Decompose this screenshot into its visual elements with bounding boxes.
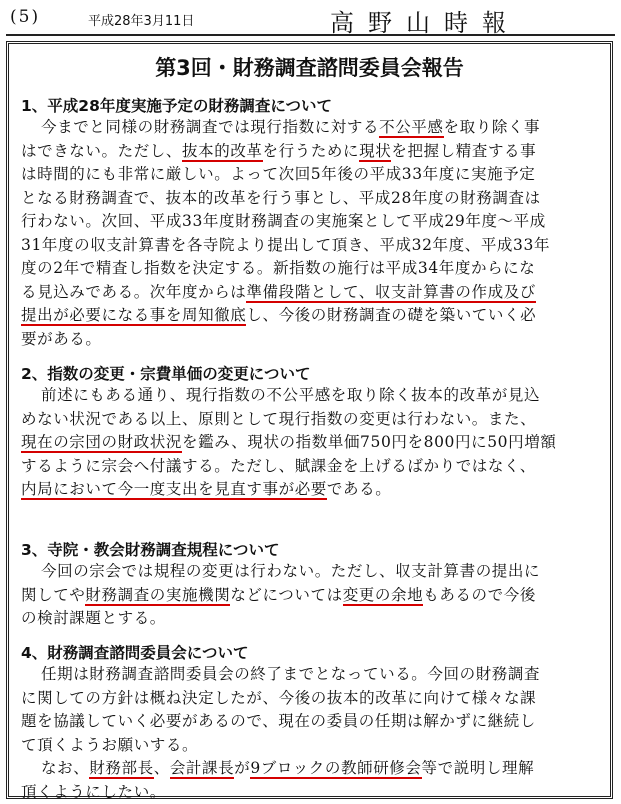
underlined-phrase: 9ブロックの教師研修会 (250, 759, 421, 779)
text-segment: 31年度の収支計算書を各寺院より提出して頂き、平成32年度、平成33年 (21, 236, 550, 254)
text-segment: 度の2年で精査し指数を決定する。新指数の施行は平成34年度からにな (21, 259, 535, 277)
text-segment: 今までと同様の財務調査では現行指数に対する (41, 118, 379, 136)
issue-date: 平成28年3月11日 (88, 10, 194, 29)
underlined-phrase: 提出が必要になる事を周知徹底 (21, 306, 246, 326)
text-segment: に関しての方針は概ね決定したが、今後の抜本的改革に向けて様々な課 (21, 689, 536, 707)
text-segment: 頂くようにしたい。 (21, 783, 166, 801)
text-segment: などについては (230, 586, 342, 604)
text-line (21, 140, 607, 164)
text-segment: もあるので今後 (423, 586, 536, 604)
section-heading: 3、寺院・教会財務調査規程について (21, 540, 607, 560)
text-line (21, 687, 607, 711)
underlined-phrase: 現在の宗団の財政状況 (21, 433, 182, 453)
text-segment: 行わない。次回、平成33年度財務調査の実施案として平成29年度〜平成 (21, 212, 546, 230)
text-segment: 、 (154, 759, 170, 777)
text-line (21, 478, 607, 502)
text-line (21, 455, 607, 479)
text-segment: る見込みである。次年度からは (21, 283, 246, 301)
section-body (21, 663, 607, 804)
masthead-rule (6, 34, 615, 36)
text-segment: 要がある。 (21, 330, 102, 348)
text-segment: である。 (327, 480, 391, 498)
text-line (21, 734, 607, 758)
section-regulations (21, 540, 607, 631)
text-segment: めない状況である以上、原則として現行指数の変更は行わない。また、 (21, 410, 536, 428)
text-line (21, 710, 607, 734)
section-body (21, 560, 607, 631)
text-segment: を把握し精査する事 (391, 142, 536, 160)
text-segment: を行うために (263, 142, 360, 160)
text-line (21, 281, 607, 305)
text-line (21, 304, 607, 328)
text-segment: 等で説明し理解 (422, 759, 535, 777)
text-segment: するように宗会へ付議する。ただし、賦課金を上げるばかりではなく、 (21, 457, 536, 475)
text-segment: 関してや (21, 586, 85, 604)
underlined-phrase: 会計課長 (170, 759, 234, 779)
text-line (21, 187, 607, 211)
text-line (21, 607, 607, 631)
page-number: (5) (10, 7, 40, 27)
section-heading: 1、平成28年度実施予定の財務調査について (21, 96, 607, 116)
text-line (21, 560, 607, 584)
text-line (21, 757, 607, 781)
article-box (6, 41, 613, 799)
text-segment: が (234, 759, 250, 777)
text-segment: し、今後の財務調査の礎を築いていく必 (246, 306, 536, 324)
underlined-phrase: 財務調査の実施機関 (85, 586, 230, 606)
text-segment: 任期は財務調査諮問委員会の終了までとなっている。今回の財務調査 (41, 665, 540, 683)
underlined-phrase: 財務部長 (89, 759, 153, 779)
text-line (21, 234, 607, 258)
section-committee (21, 643, 607, 804)
text-line (21, 116, 607, 140)
text-segment: はできない。ただし、 (21, 142, 182, 160)
text-segment: 前述にもある通り、現行指数の不公平感を取り除く抜本的改革が見込 (41, 386, 540, 404)
text-segment: 今回の宗会では規程の変更は行わない。ただし、収支計算書の提出に (41, 562, 540, 580)
underlined-phrase: 抜本的改革 (182, 142, 263, 162)
text-line (21, 384, 607, 408)
text-line (21, 257, 607, 281)
masthead (0, 0, 621, 34)
text-segment: 題を協議していく必要があるので、現在の委員の任期は解かずに継続し (21, 712, 536, 730)
underlined-phrase: 現状 (359, 142, 391, 162)
text-segment: の検討課題とする。 (21, 609, 166, 627)
text-segment: なお、 (41, 759, 89, 777)
text-line (21, 328, 607, 352)
text-line (21, 163, 607, 187)
article-title: 第3回・財務調査諮問委員会報告 (9, 52, 610, 82)
text-line (21, 210, 607, 234)
section-body (21, 384, 607, 502)
text-segment: て頂くようお願いする。 (21, 736, 198, 754)
text-line (21, 431, 607, 455)
text-line (21, 584, 607, 608)
text-line (21, 663, 607, 687)
underlined-phrase: 不公平感 (379, 118, 443, 138)
section-heading: 2、指数の変更・宗費単価の変更について (21, 364, 607, 384)
text-segment: となる財務調査で、抜本的改革を行う事とし、平成28年度の財務調査は (21, 189, 541, 207)
section-heading: 4、財務調査諮問委員会について (21, 643, 607, 663)
underlined-phrase: 準備段階として、収支計算書の作成及び (246, 283, 536, 303)
newspaper-name: 高野山時報 (330, 3, 520, 38)
underlined-phrase: 内局において今一度支出を見直す事が必要 (21, 480, 327, 500)
underlined-phrase: 変更の余地 (343, 586, 424, 606)
text-line (21, 781, 607, 804)
text-segment: を取り除く事 (444, 118, 541, 136)
text-segment: は時間的にも非常に厳しい。よって次回5年後の平成33年度に実施予定 (21, 165, 535, 183)
text-line (21, 408, 607, 432)
text-segment: を鑑み、現状の指数単価750円を800円に50円増額 (182, 433, 556, 451)
section-index-change (21, 364, 607, 502)
section-body (21, 116, 607, 351)
section-fiscal-2016-survey (21, 96, 607, 351)
